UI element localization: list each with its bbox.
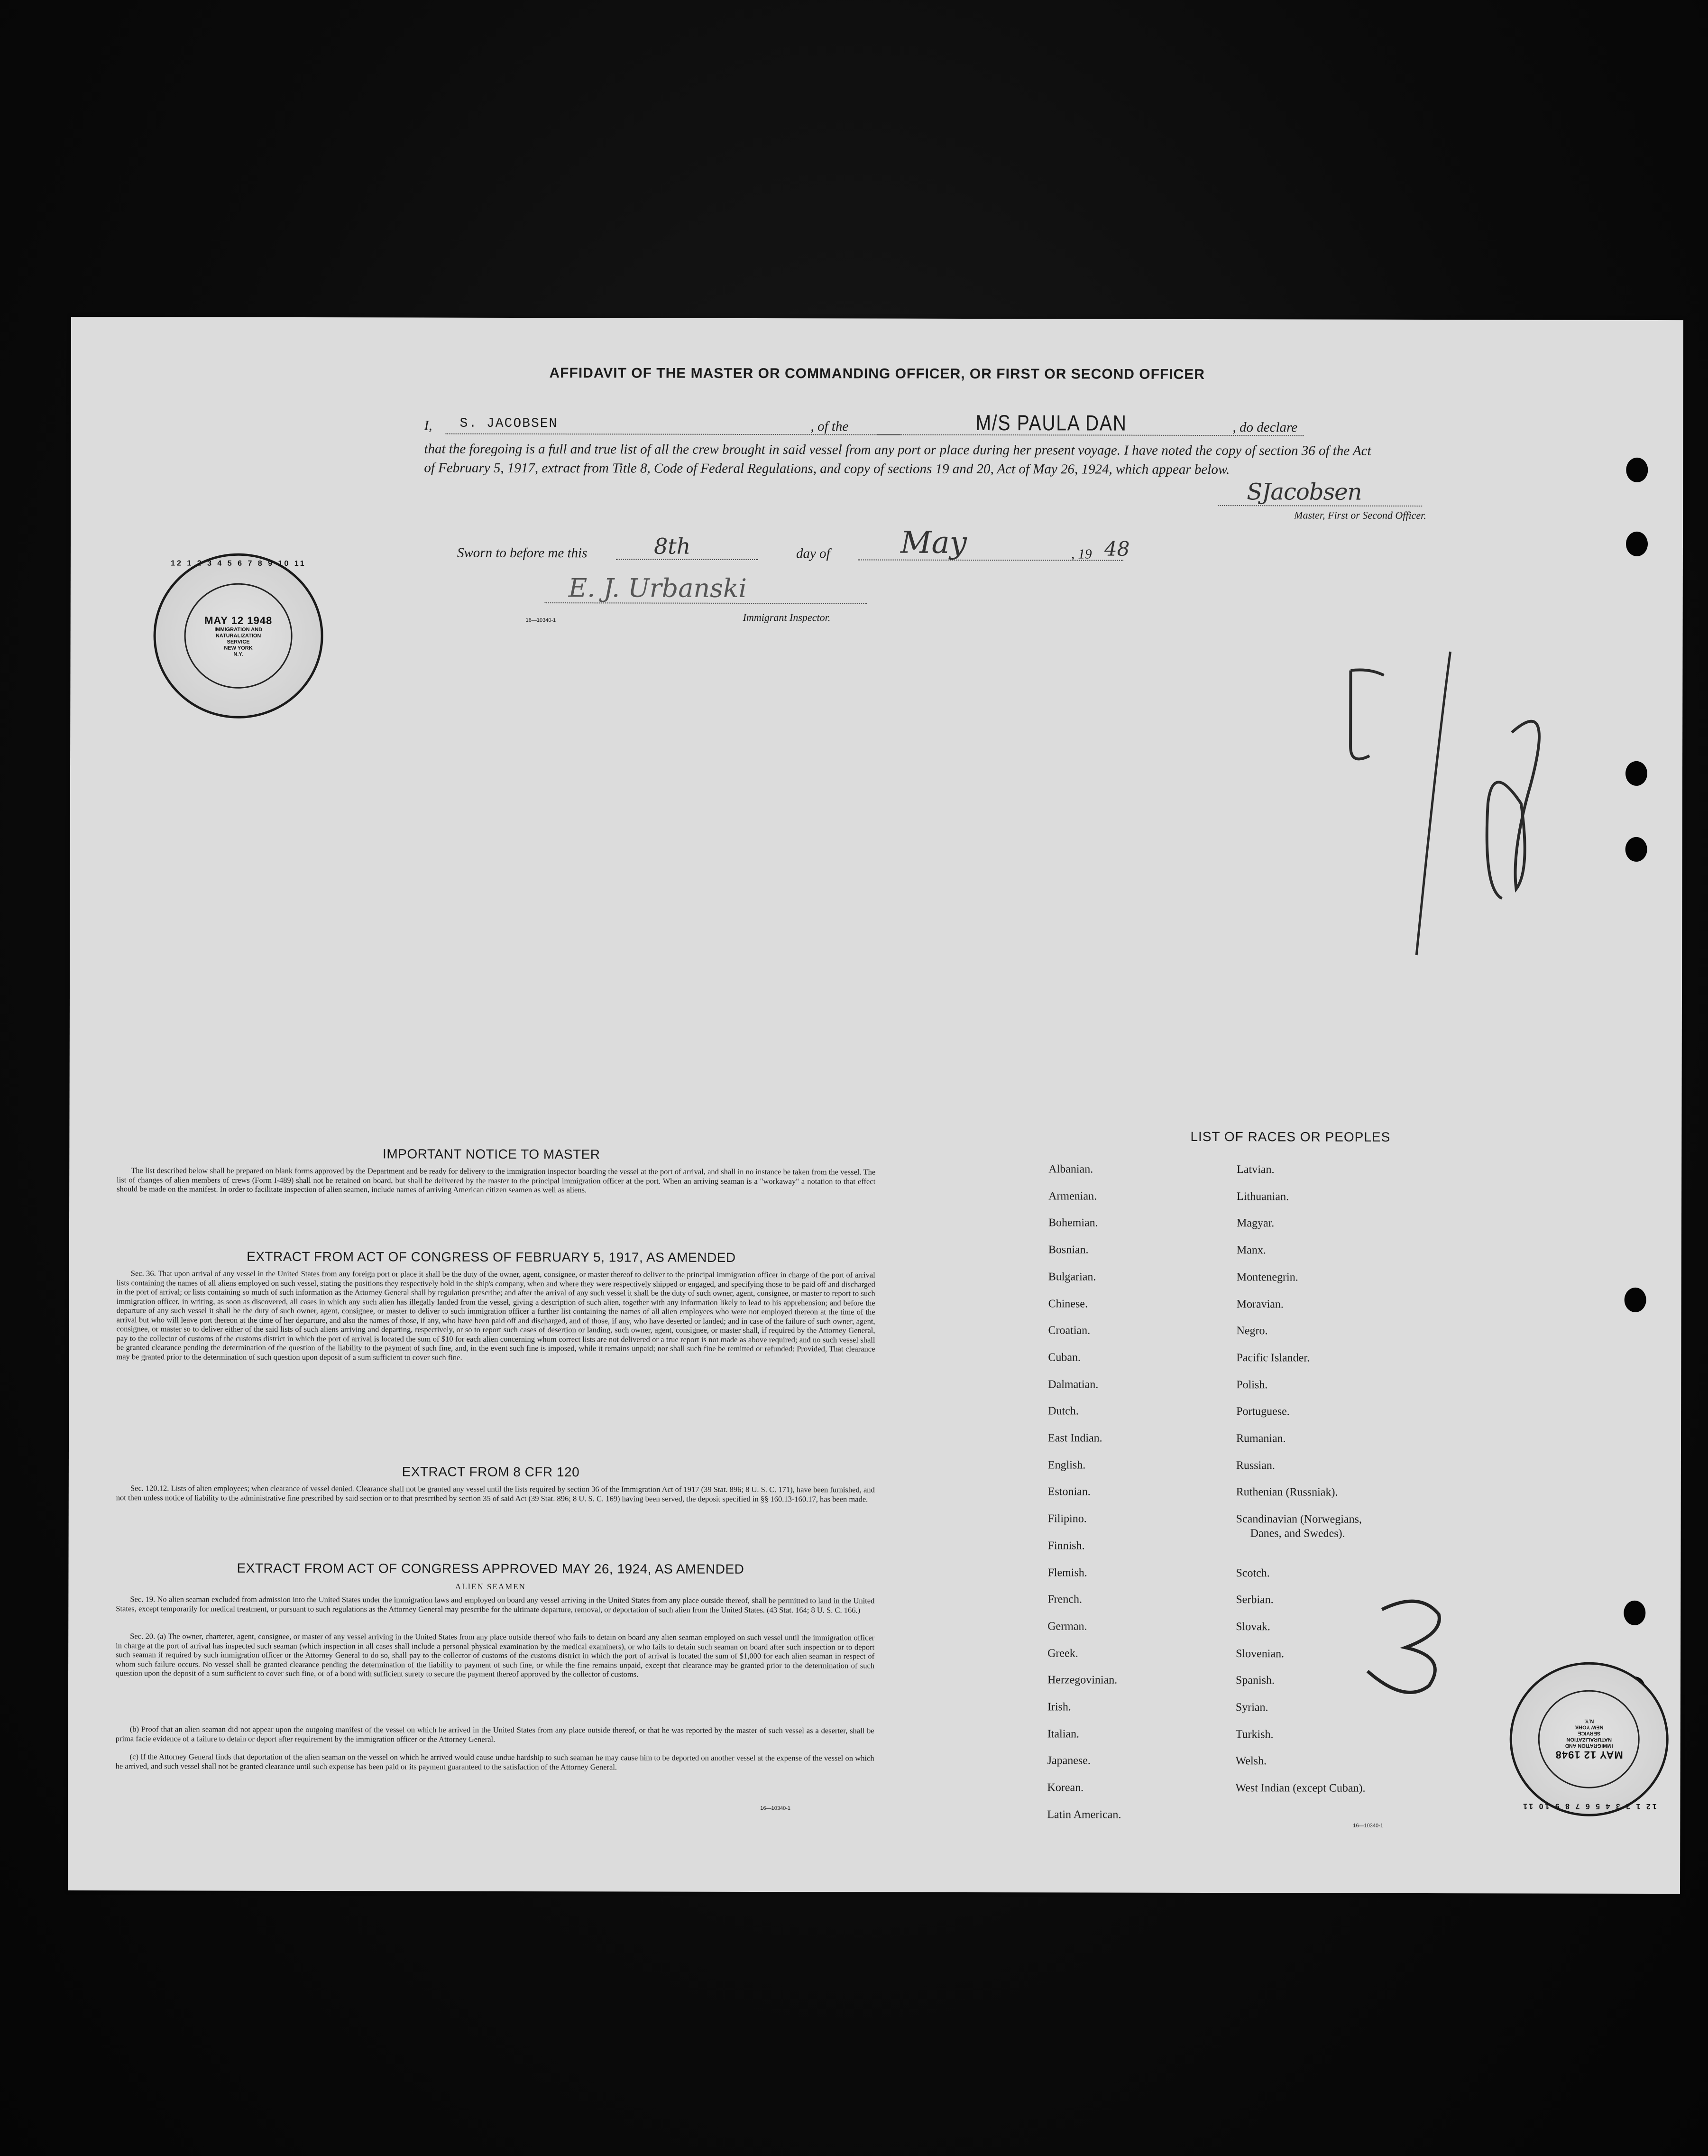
handwritten-digit: [1349, 1591, 1463, 1705]
extract-1924-sec20b: (b) Proof that an alien seaman did not appear upon the outgoing manifest of the vessel on which he arrived in the United States from any place outside thereof, or that he was reported by the master of such vessel as a deserter, shall be prima facie evidence of a failure to detain or deport after requirement by the immigration officer or the Attorney General.: [115, 1724, 874, 1744]
race-item: Armenian.: [1048, 1190, 1097, 1203]
extract-1917-text: Sec. 36. That upon arrival of any vessel in the United States from any foreign port or place it shall be the duty of the owner, agent, consignee, or master thereof to deliver to the principal immigration officer in charge of the port of arrival lists containing the names of all aliens employed on such vessel, stating the positions they respectively hold in the ship's company, when and where they were respectively shipped or engaged, and specifying those to be paid off and discharged in the port of arrival; or lists containing so much of such information as the Attorney General shall by regulation prescribe; and after the arrival of any such vessel it shall be the duty of such owner, agent, consignee, or master to report to such immigration officer, in writing, as soon as discovered, all cases in which any such alien has illegally landed from the vessel, giving a description of such alien, together with any information likely to lead to his apprehension; and before the departure of any such vessel it shall be the duty of such owner, agent, consignee, or master to deliver to such immigration officer a further list containing the names of all alien employees who were not employed thereon at the time of the arrival but who will leave port thereon at the time of her departure, and also the names of those, if any, who have been paid off and discharged, and of those, if any, who have deserted or landed; and in case of the failure of such owner, agent, consignee, or master so to deliver either of the said lists of such aliens arriving and departing, respectively, or so to report such cases of desertion or landing, such owner, agent, consignee, or master shall, if required by the Attorney General, pay to the collector of customs of the customs district in which the port of arrival is located the sum of $10 for each alien concerning whom correct lists are not delivered or a true report is not made as above required; and no such vessel shall be granted clearance pending the determination of the question of the liability to the payment of such fine, and, in the event such fine is imposed, while it remains unpaid; nor shall such fine be remitted or refunded: Provided, That clearance may be granted prior to the determination of such question upon deposit of a sum sufficient to cover such fine.: [116, 1269, 875, 1362]
notice-title: IMPORTANT NOTICE TO MASTER: [383, 1146, 600, 1162]
race-item: Russian.: [1236, 1459, 1275, 1472]
stamp-date: MAY 12 1948: [1555, 1749, 1623, 1761]
race-item: Latvian.: [1237, 1163, 1275, 1176]
stamp-line: IMMIGRATION AND: [214, 627, 263, 633]
race-item: West Indian (except Cuban).: [1235, 1782, 1366, 1795]
immigration-date-stamp: [153, 553, 323, 719]
stamp-line: NATURALIZATION: [215, 633, 261, 639]
extract-1924-sec19: Sec. 19. No alien seaman excluded from admission into the United States under the immigration laws and employed on board any vessel arriving in the United States from any place outside thereof, shall be permitted to land in the United States, except temporarily for medical treatment, or pursuant to such regulations as the Attorney General may prescribe for the ultimate departure, removal, or deportation of such alien from the United States. (43 Stat. 164; 8 U. S. C. 166.): [116, 1594, 875, 1614]
i-label: I,: [424, 418, 432, 433]
race-item: Irish.: [1047, 1701, 1071, 1714]
affidavit-body: that the foregoing is a full and true list of all the crew brought in said vessel from any port or place during her present voyage. I have noted the copy of section 36 of the Act of February 5, 1917, extract from Title 8, Code of Federal Regulations, and copy of sections 19 and 20, Act of May 26, 1924, which appear below.: [424, 441, 1371, 478]
extract-1924-subtitle: ALIEN SEAMEN: [455, 1582, 526, 1592]
stamp-ring-numbers: 12 1 2 3 4 5 6 7 8 9 10 11: [1521, 1802, 1657, 1811]
extract-1917-title: EXTRACT FROM ACT OF CONGRESS OF FEBRUARY 5, 1917, AS AMENDED: [247, 1249, 736, 1265]
race-item: Turkish.: [1235, 1728, 1274, 1741]
race-item: Cuban.: [1048, 1351, 1081, 1364]
race-item: Manx.: [1236, 1244, 1266, 1257]
race-item: Montenegrin.: [1236, 1271, 1298, 1284]
race-item: Dutch.: [1048, 1405, 1079, 1418]
race-item: Slovak.: [1236, 1621, 1270, 1633]
stamp-line: SERVICE: [227, 639, 250, 645]
stamp-inner: [1538, 1690, 1640, 1788]
race-item: Scandinavian (Norwegians,: [1236, 1513, 1362, 1526]
stamp-line: N.Y.: [233, 651, 243, 657]
master-caption: Master, First or Second Officer.: [1294, 509, 1426, 521]
sworn-day: 8th: [653, 533, 691, 559]
stamp-date: MAY 12 1948: [204, 614, 273, 627]
inspector-caption: Immigrant Inspector.: [743, 611, 831, 624]
affidavit-heading: AFFIDAVIT OF THE MASTER OR COMMANDING OFFICER, OR FIRST OR SECOND OFFICER: [549, 365, 1205, 383]
race-item: Spanish.: [1235, 1674, 1275, 1687]
do-declare-label: , do declare: [1232, 420, 1298, 435]
race-item: Croatian.: [1048, 1324, 1091, 1337]
extract-cfr-text: Sec. 120.12. Lists of alien employees; when clearance of vessel denied. Clearance shall not be granted any vessel until the lists required by section 36 of the Immigration Act of 1917 (39 Stat. 896; 8 U. S. C. 171), have been furnished, and not then unless notice of liability to the administrative fine prescribed by said section or to that prescribed by section 35 of said Act (39 Stat. 896; 8 U. S. C. 169) having been served, the deposit specified in §§ 160.13-160.17, has been made.: [116, 1483, 875, 1504]
race-item: Magyar.: [1236, 1217, 1275, 1230]
extract-1924-sec20a: Sec. 20. (a) The owner, charterer, agent, consignee, or master of any vessel arriving in the United States from any place outside thereof who fails to detain on board any alien seaman employed on such vessel until the immigration officer in charge at the port of arrival has inspected such seaman (which inspection in all cases shall include a personal physical examination by the medical examiners), or who fails to detain such seaman on board after such inspection or to deport such seaman if required by such immigration officer or the Attorney General to do so, shall pay to the collector of customs of the customs district in which the port of arrival is located the sum of $1,000 for each alien seaman in respect of whom such failure occurs. No vessel shall be granted clearance pending the determination of the liability to payment of such fine, or while the fine remains unpaid, except that clearance may be granted prior to the determination of such question upon the deposit of a sum sufficient to cover such fine, or of a bond with sufficient surety to secure the payment thereof approved by the collector of customs.: [115, 1631, 875, 1679]
of-the-label: , of the: [810, 419, 849, 434]
handwritten-number-text: [1350, 746, 1351, 747]
races-heading: LIST OF RACES OR PEOPLES: [1190, 1129, 1391, 1144]
race-item: Bosnian.: [1048, 1244, 1089, 1256]
race-item: Dalmatian.: [1048, 1378, 1099, 1391]
sworn-day-rule: [616, 559, 758, 560]
race-item: Lithuanian.: [1237, 1190, 1289, 1203]
master-signature: SJacobsen: [1247, 479, 1362, 506]
race-item: Japanese.: [1047, 1754, 1091, 1767]
day-of-label: day of: [796, 546, 830, 562]
race-item: Syrian.: [1235, 1701, 1268, 1714]
race-item: Italian.: [1047, 1728, 1080, 1741]
race-item: Flemish.: [1047, 1566, 1087, 1579]
race-item: Danes, and Swedes).: [1250, 1527, 1345, 1540]
race-item: Korean.: [1047, 1781, 1084, 1794]
race-item: Scotch.: [1236, 1566, 1270, 1579]
races-form-code: 16—10340-1: [1353, 1823, 1383, 1829]
year-suffix: 48: [1104, 537, 1130, 561]
affidavit-form-code: 16—10340-1: [525, 617, 556, 624]
inspector-signature: E. J. Urbanski: [568, 573, 747, 603]
stamp-line: SERVICE: [1578, 1730, 1601, 1736]
punch-hole: [1625, 837, 1647, 862]
race-item: Welsh.: [1235, 1755, 1267, 1768]
punch-hole: [1626, 532, 1648, 556]
extract-form-code: 16—10340-1: [760, 1806, 791, 1812]
stamp-line: NEW YORK: [1575, 1724, 1604, 1730]
document-sheet: [68, 317, 1683, 1894]
sworn-month: May: [900, 525, 967, 561]
master-name: S. JACOBSEN: [459, 416, 558, 432]
race-item: Negro.: [1236, 1325, 1268, 1337]
race-item: Serbian.: [1236, 1594, 1274, 1606]
race-item: Filipino.: [1047, 1512, 1087, 1525]
extract-1924-sec20c: (c) If the Attorney General finds that deportation of the alien seaman on the vessel on which he arrived would cause undue hardship to such seaman he may cause him to be deported on another vessel at the expense of the vessel on which he arrived, and such vessel shall not be granted clearance until such expense has been paid or its payment guaranteed to the satisfaction of the Attorney General.: [115, 1752, 874, 1771]
sworn-label: Sworn to before me this: [457, 545, 588, 561]
race-item: Estonian.: [1047, 1485, 1091, 1498]
race-item: Albanian.: [1048, 1163, 1093, 1176]
race-item: Ruthenian (Russniak).: [1236, 1486, 1338, 1499]
race-item: Greek.: [1047, 1647, 1078, 1660]
stamp-inner: [184, 583, 293, 689]
punch-hole: [1626, 458, 1648, 482]
race-item: Bulgarian.: [1048, 1271, 1096, 1283]
stamp-line: IMMIGRATION AND: [1565, 1742, 1613, 1749]
notice-text: The list described below shall be prepared on blank forms approved by the Department and be ready for delivery to the immigration inspector boarding the vessel at the port of arrival, and shall in no instance be taken from the vessel. The list of changes of alien members of crews (Form I-489) shall not be retained on board, but shall be delivered by the master to the principal immigration officer at the port. When an arriving seaman is a "workaway" a notation to that effect should be made on the manifest. In order to facilitate inspection of alien seamen, include names of arriving American citizen seamen as well as aliens.: [117, 1166, 876, 1195]
stamp-line: NATURALIZATION: [1566, 1736, 1612, 1742]
race-item: Slovenian.: [1236, 1647, 1285, 1660]
race-item: Polish.: [1236, 1378, 1268, 1391]
race-item: Bohemian.: [1048, 1216, 1098, 1229]
race-item: Moravian.: [1236, 1298, 1284, 1310]
handwritten-number: [1331, 642, 1616, 975]
handwritten-digit-text: [1372, 1638, 1373, 1639]
race-item: Portuguese.: [1236, 1405, 1290, 1418]
race-item: French.: [1047, 1593, 1083, 1606]
race-item: English.: [1047, 1459, 1086, 1472]
stamp-line: N.Y.: [1584, 1718, 1594, 1724]
race-item: Chinese.: [1048, 1297, 1088, 1310]
race-item: Latin American.: [1047, 1808, 1121, 1821]
extract-1924-title: EXTRACT FROM ACT OF CONGRESS APPROVED MAY 26, 1924, AS AMENDED: [237, 1560, 744, 1576]
punch-hole: [1625, 1288, 1646, 1312]
immigration-date-stamp-2: [1509, 1662, 1669, 1816]
punch-hole: [1625, 761, 1647, 786]
stamp-line: NEW YORK: [224, 645, 253, 651]
stamp-ring-numbers: 12 1 2 3 4 5 6 7 8 9 10 11: [171, 559, 306, 568]
year-prefix: , 19: [1071, 546, 1092, 562]
race-item: Finnish.: [1047, 1539, 1085, 1552]
punch-hole: [1624, 1601, 1645, 1625]
race-item: East Indian.: [1048, 1432, 1102, 1445]
race-item: Pacific Islander.: [1236, 1352, 1310, 1364]
race-item: Rumanian.: [1236, 1432, 1286, 1445]
race-item: Herzegovinian.: [1047, 1674, 1118, 1686]
vessel-name: M/S PAULA DAN: [975, 410, 1127, 435]
race-item: German.: [1047, 1620, 1087, 1633]
extract-cfr-title: EXTRACT FROM 8 CFR 120: [402, 1464, 580, 1480]
